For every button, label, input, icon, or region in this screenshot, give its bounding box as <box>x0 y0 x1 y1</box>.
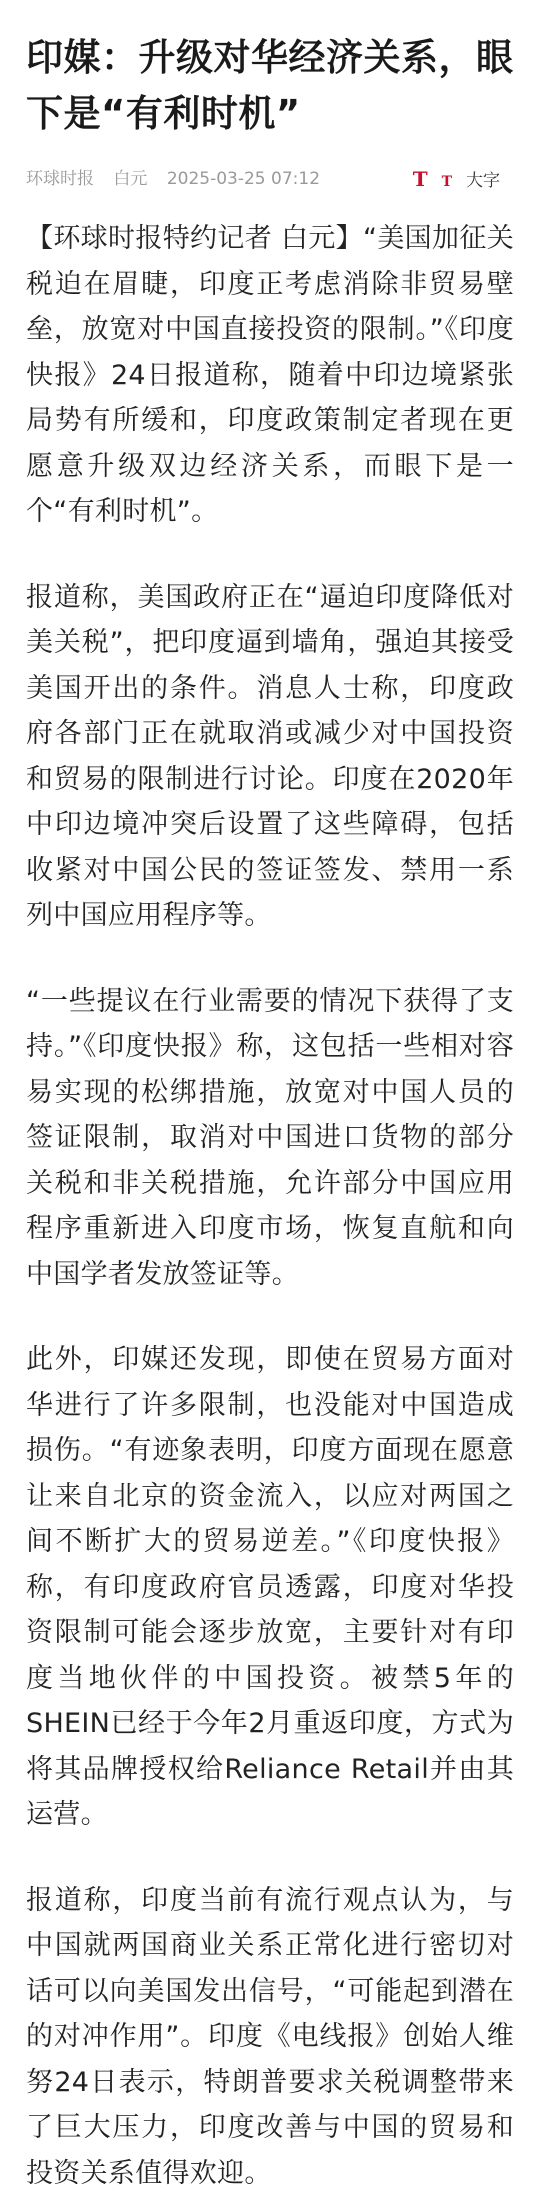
article-meta <box>26 166 514 192</box>
article-body <box>26 216 514 2196</box>
font-size-icon-small-t: T <box>442 174 452 190</box>
article-time: 2025-03-25 07:12 <box>167 169 320 189</box>
font-size-icon <box>413 166 452 195</box>
font-size-icon-large-t: T <box>413 167 428 191</box>
article-paragraph: 此外，印媒还发现，即使在贸易方面对华进行了许多限制，也没能对中国造成损伤。“有迹象表明，印度方面现在愿意让来自北京的资金流入，以应对两国之间不断扩大的贸易逆差。”《印度快报》称，有印度政府官员透露，印度对华投资限制可能会逐步放宽，主要针对有印度当地伙伴的中国投资。被禁5年的SHEIN已经于今年2月重返印度，方式为将其品牌授权给Reliance Retail并由其运营。 <box>26 1337 514 1838</box>
font-size-toggle-button[interactable] <box>413 166 514 195</box>
article-source[interactable]: 环球时报 <box>26 169 94 189</box>
article-paragraph: 报道称，印度当前有流行观点认为，与中国就两国商业关系正常化进行密切对话可以向美国发出信号，“可能起到潜在的对冲作用”。印度《电线报》创始人维努24日表示，特朗普要求关税调整带来了巨大压力，印度改善与中国的贸易和投资关系值得欢迎。 <box>26 1878 514 2196</box>
article-author: 白元 <box>113 169 147 189</box>
article-title: 印媒：升级对华经济关系，眼下是“有利时机” <box>26 0 514 142</box>
font-size-label: 大字 <box>466 168 500 194</box>
article-paragraph: “一些提议在行业需要的情况下获得了支持。”《印度快报》称，这包括一些相对容易实现的松绑措施，放宽对中国人员的签证限制，取消对中国进口货物的部分关税和非关税措施，允许部分中国应用程序重新进入印度市场，恢复直航和向中国学者发放签证等。 <box>26 979 514 1298</box>
article-paragraph: 报道称，美国政府正在“逼迫印度降低对美关税”，把印度逼到墙角，强迫其接受美国开出的条件。消息人士称，印度政府各部门正在就取消或减少对中国投资和贸易的限制进行讨论。印度在2020年中印边境冲突后设置了这些障碍，包括收紧对中国公民的签证签发、禁用一系列中国应用程序等。 <box>26 575 514 939</box>
article-paragraph: 【环球时报特约记者 白元】“美国加征关税迫在眉睫，印度正考虑消除非贸易壁垒，放宽对中国直接投资的限制。”《印度快报》24日报道称，随着中印边境紧张局势有所缓和，印度政策制定者现在更愿意升级双边经济关系，而眼下是一个“有利时机”。 <box>26 216 514 535</box>
